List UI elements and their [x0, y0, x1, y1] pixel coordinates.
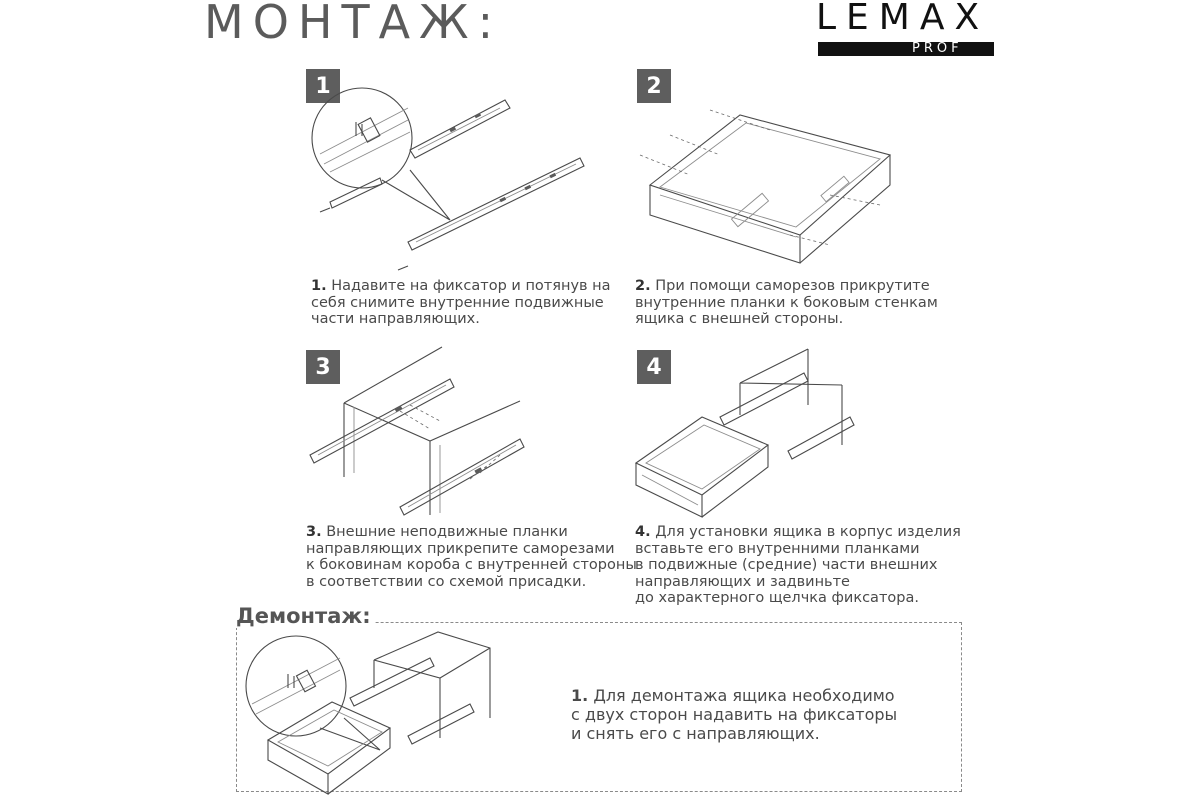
dismantle-line-3: и снять его с направляющих. — [571, 724, 820, 743]
step-4-line-5: до характерного щелчка фиксатора. — [635, 590, 919, 606]
step-2-line-2: внутренние планки к боковым стенкам — [635, 294, 938, 311]
illustration-step-1 — [300, 80, 600, 280]
illustration-dismantle — [240, 628, 500, 798]
step-3-lead: 3. — [306, 524, 322, 540]
step-1-lead: 1. — [311, 278, 327, 294]
step-4-lead: 4. — [635, 524, 651, 540]
step-1-badge: 1 — [306, 69, 340, 103]
step-4-line-4: направляющих и задвиньте — [635, 573, 850, 590]
brand-logo: LEMAX — [816, 0, 990, 38]
step-2-line-1: При помощи саморезов прикрутите — [655, 278, 930, 294]
illustration-step-4 — [632, 345, 862, 525]
step-2-lead: 2. — [635, 278, 651, 294]
illustration-step-3 — [300, 345, 540, 535]
illustration-step-2 — [630, 95, 900, 265]
dismantle-title: Демонтаж: — [236, 604, 375, 628]
step-1-line-3: части направляющих. — [311, 311, 480, 327]
step-2-text — [635, 278, 938, 328]
brand-bar — [818, 42, 994, 56]
page-title: МОНТАЖ: — [204, 0, 503, 49]
brand-sub: PROF — [912, 41, 963, 56]
step-1-line-1: Надавите на фиксатор и потянув на — [331, 278, 611, 294]
step-3-badge: 3 — [306, 350, 340, 384]
dismantle-lead: 1. — [571, 686, 589, 705]
step-4-badge: 4 — [637, 350, 671, 384]
step-3-line-2: направляющих прикрепите саморезами — [306, 540, 615, 557]
step-4-text — [635, 524, 961, 607]
step-1-text — [311, 278, 611, 328]
step-3-line-1: Внешние неподвижные планки — [326, 524, 568, 540]
dismantle-text — [571, 686, 897, 743]
step-3-text — [306, 524, 637, 590]
step-4-line-2: вставьте его внутренними планками — [635, 540, 920, 557]
step-2-badge: 2 — [637, 69, 671, 103]
dismantle-line-2: с двух сторон надавить на фиксаторы — [571, 705, 898, 724]
step-1-line-2: себя снимите внутренние подвижные — [311, 294, 604, 311]
step-3-line-3: к боковинам короба с внутренней стороны — [306, 557, 637, 573]
dismantle-line-1: Для демонтажа ящика необходимо — [593, 686, 895, 705]
step-4-line-3: в подвижные (средние) части внешних — [635, 557, 938, 573]
step-3-line-4: в соответствии со схемой присадки. — [306, 573, 587, 590]
step-4-line-1: Для установки ящика в корпус изделия — [655, 524, 961, 540]
step-2-line-3: ящика с внешней стороны. — [635, 311, 844, 327]
